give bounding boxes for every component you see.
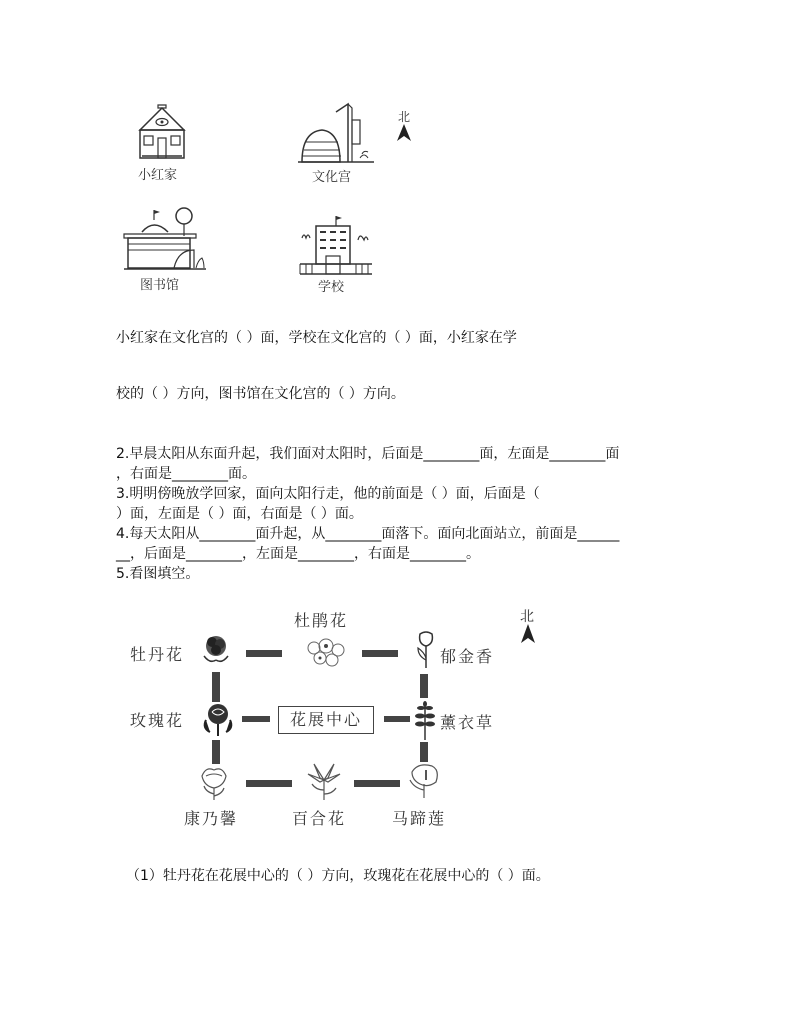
path-segment (242, 716, 270, 722)
north-arrow-icon (520, 624, 536, 644)
north-label-top: 北 (398, 110, 411, 124)
rose-icon (198, 698, 238, 738)
label-culture-palace: 文化宫 (312, 170, 352, 185)
path-segment (354, 780, 400, 787)
label-carnation: 康乃馨 (184, 809, 239, 828)
question-3-line-2: ）面，左面是（ ）面，右面是（ ）面。 (116, 506, 363, 522)
lily-icon (304, 760, 344, 802)
label-azalea: 杜鹃花 (294, 611, 349, 630)
path-segment (420, 742, 428, 762)
path-segment (420, 674, 428, 698)
label-lavender: 薰衣草 (440, 713, 495, 732)
north-label-flower-map: 北 (520, 609, 534, 625)
label-rose: 玫瑰花 (130, 711, 185, 730)
path-segment (384, 716, 410, 722)
path-segment (246, 780, 292, 787)
lavender-icon (414, 700, 436, 742)
library-illustration (122, 206, 208, 272)
question-5-title: 5.看图填空。 (116, 566, 200, 582)
tulip-icon (414, 630, 438, 670)
question-4-line-2: __，后面是________，左面是________，右面是________。 (116, 546, 480, 562)
azalea-icon (300, 634, 352, 670)
school-illustration (296, 214, 376, 276)
question-1-line-1: 小红家在文化宫的（ ）面，学校在文化宫的（ ）面，小红家在学 (116, 330, 517, 346)
culture-palace-illustration (296, 102, 376, 164)
peony-icon (198, 630, 234, 666)
house-illustration (132, 104, 192, 160)
question-1-line-2: 校的（ ）方向，图书馆在文化宫的（ ）方向。 (116, 386, 405, 402)
path-segment (246, 650, 282, 657)
carnation-icon (194, 762, 234, 802)
flower-show-center: 花展中心 (278, 706, 374, 734)
north-arrow-icon (396, 124, 412, 142)
horseshoe-lotus-icon (404, 760, 444, 800)
label-tulip: 郁金香 (440, 647, 495, 666)
label-library: 图书馆 (140, 278, 180, 293)
label-peony: 牡丹花 (130, 645, 185, 664)
label-xiaohong-home: 小红家 (138, 168, 178, 183)
path-segment (362, 650, 398, 657)
question-2-line-2: ，右面是________面。 (116, 466, 256, 482)
label-school: 学校 (318, 280, 345, 295)
question-3-line-1: 3.明明傍晚放学回家，面向太阳行走，他的前面是（ ）面，后面是（ (116, 486, 540, 502)
question-2-line-1: 2.早晨太阳从东面升起，我们面对太阳时，后面是________面，左面是________面 (116, 446, 620, 462)
label-horseshoe-lotus: 马蹄莲 (392, 809, 447, 828)
path-segment (212, 740, 220, 764)
label-lily: 百合花 (292, 809, 347, 828)
question-5-sub-1: （1）牡丹花在花展中心的（ ）方向，玫瑰花在花展中心的（ ）面。 (126, 868, 550, 884)
question-4-line-1: 4.每天太阳从________面升起，从________面落下。面向北面站立，前面是______ (116, 526, 620, 542)
